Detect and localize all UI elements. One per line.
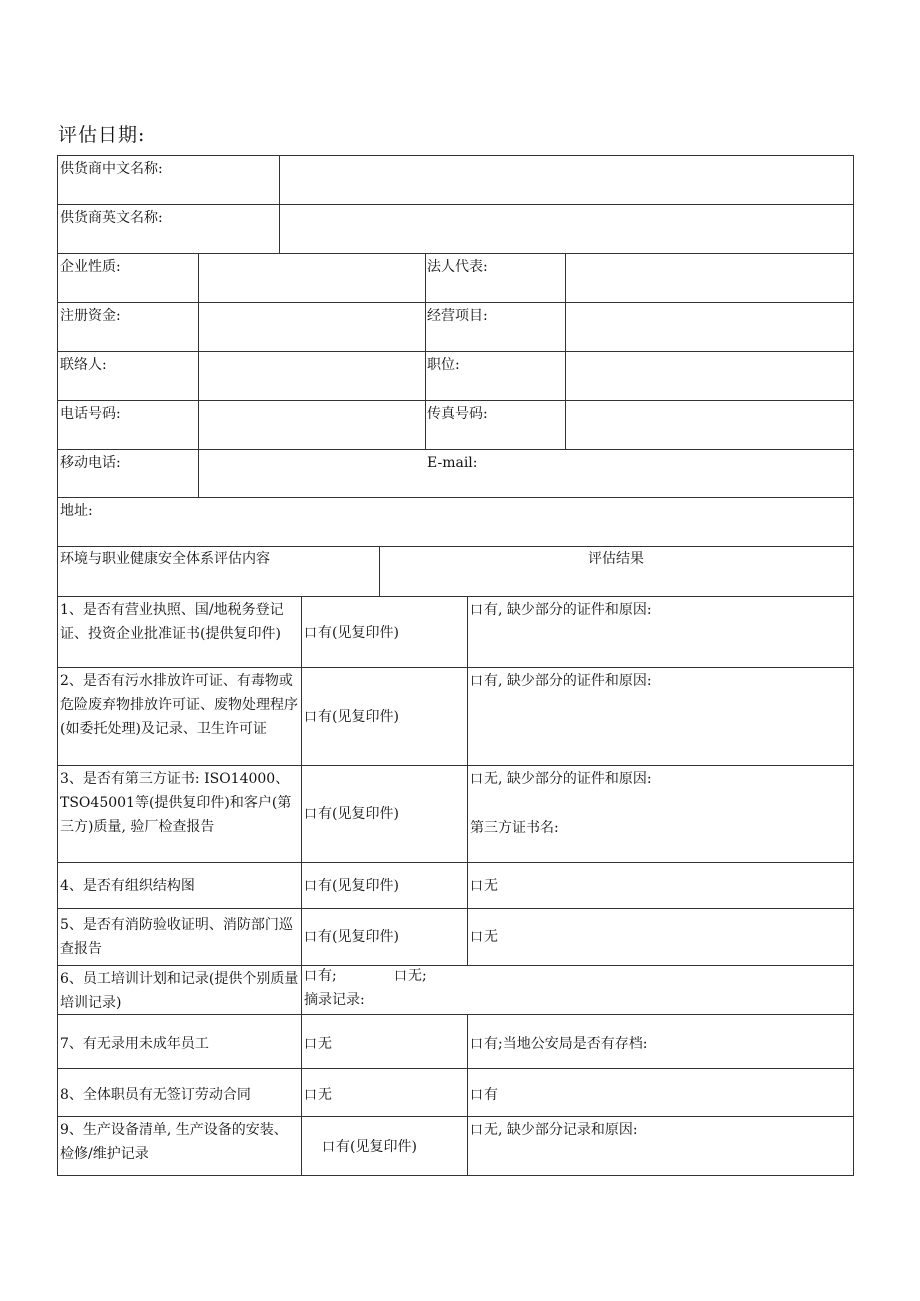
label-supplier-cn-name: 供货商中文名称: <box>60 161 163 177</box>
label-supplier-en-name: 供货商英文名称: <box>60 210 163 226</box>
option-5a[interactable]: 口有(见复印件) <box>304 929 399 945</box>
option-4a[interactable]: 口有(见复印件) <box>304 878 399 894</box>
checkbox-icon: 口 <box>470 930 484 945</box>
question-3: 3、是否有第三方证书: ISO14000、TSO45001等(提供复印件)和客户(第三方)质量, 验厂检查报告 <box>60 771 292 835</box>
question-4: 4、是否有组织结构图 <box>60 878 195 894</box>
option-6b[interactable]: 口无; <box>394 968 427 984</box>
label-address: 地址: <box>60 503 93 519</box>
question-1: 1、是否有营业执照、国/地税务登记证、投资企业批准证书(提供复印件) <box>60 602 284 642</box>
checkbox-icon: 口 <box>304 879 318 894</box>
checkbox-icon: 口 <box>304 969 318 984</box>
option-9b[interactable]: 口无, 缺少部分记录和原因: <box>470 1122 638 1138</box>
checkbox-icon: 口 <box>470 879 484 894</box>
checkbox-icon: 口 <box>304 710 318 725</box>
option-5b[interactable]: 口无 <box>470 929 499 945</box>
excerpt-record-label: 摘录记录: <box>304 992 365 1008</box>
option-7a[interactable]: 口无 <box>304 1036 333 1052</box>
option-4b[interactable]: 口无 <box>470 878 499 894</box>
header-evaluation-result: 评估结果 <box>588 551 644 567</box>
option-6a[interactable]: 口有; <box>304 968 337 984</box>
header-evaluation-content: 环境与职业健康安全体系评估内容 <box>60 551 270 567</box>
question-6: 6、员工培训计划和记录(提供个别质量培训记录) <box>60 971 299 1011</box>
option-9a[interactable]: 口有(见复印件) <box>322 1139 417 1155</box>
checkbox-icon: 口 <box>304 1088 318 1103</box>
checkbox-icon: 口 <box>304 626 318 641</box>
checkbox-icon: 口 <box>470 603 484 618</box>
checkbox-icon: 口 <box>470 1088 484 1103</box>
question-5: 5、是否有消防验收证明、消防部门巡查报告 <box>60 917 293 957</box>
checkbox-icon: 口 <box>470 772 484 787</box>
label-mobile: 移动电话: <box>60 455 121 471</box>
label-email: E-mail: <box>427 455 478 471</box>
label-enterprise-nature: 企业性质: <box>60 259 121 275</box>
third-party-cert-label: 第三方证书名: <box>470 820 559 836</box>
option-8b[interactable]: 口有 <box>470 1087 499 1103</box>
label-contact-person: 联络人: <box>60 357 107 373</box>
label-registered-capital: 注册资金: <box>60 308 121 324</box>
checkbox-icon: 口 <box>394 969 408 984</box>
checkbox-icon: 口 <box>470 674 484 689</box>
checkbox-icon: 口 <box>304 930 318 945</box>
label-fax: 传真号码: <box>427 406 488 422</box>
label-legal-representative: 法人代表: <box>427 259 488 275</box>
option-2a[interactable]: 口有(见复印件) <box>304 709 399 725</box>
evaluation-form-table <box>57 155 854 1176</box>
label-business-scope: 经营项目: <box>427 308 488 324</box>
option-3b[interactable]: 口无, 缺少部分的证件和原因: <box>470 771 652 787</box>
question-8: 8、全体职员有无签订劳动合同 <box>60 1087 251 1103</box>
label-position: 职位: <box>427 357 460 373</box>
checkbox-icon: 口 <box>470 1123 484 1138</box>
option-1a[interactable]: 口有(见复印件) <box>304 625 399 641</box>
option-3a[interactable]: 口有(见复印件) <box>304 806 399 822</box>
label-phone: 电话号码: <box>60 406 121 422</box>
checkbox-icon: 口 <box>470 1037 484 1052</box>
page-title: 评估日期: <box>58 124 146 146</box>
option-8a[interactable]: 口无 <box>304 1087 333 1103</box>
checkbox-icon: 口 <box>322 1140 336 1155</box>
question-7: 7、有无录用未成年员工 <box>60 1036 209 1052</box>
option-7b[interactable]: 口有;当地公安局是否有存档: <box>470 1036 648 1052</box>
checkbox-icon: 口 <box>304 807 318 822</box>
question-2: 2、是否有污水排放许可证、有毒物或危险废弃物排放许可证、废物处理程序(如委托处理)及记录、卫生许可证 <box>60 673 298 737</box>
option-2b[interactable]: 口有, 缺少部分的证件和原因: <box>470 673 652 689</box>
question-9: 9、生产设备清单, 生产设备的安装、检修/维护记录 <box>60 1122 288 1162</box>
option-1b[interactable]: 口有, 缺少部分的证件和原因: <box>470 602 652 618</box>
checkbox-icon: 口 <box>304 1037 318 1052</box>
